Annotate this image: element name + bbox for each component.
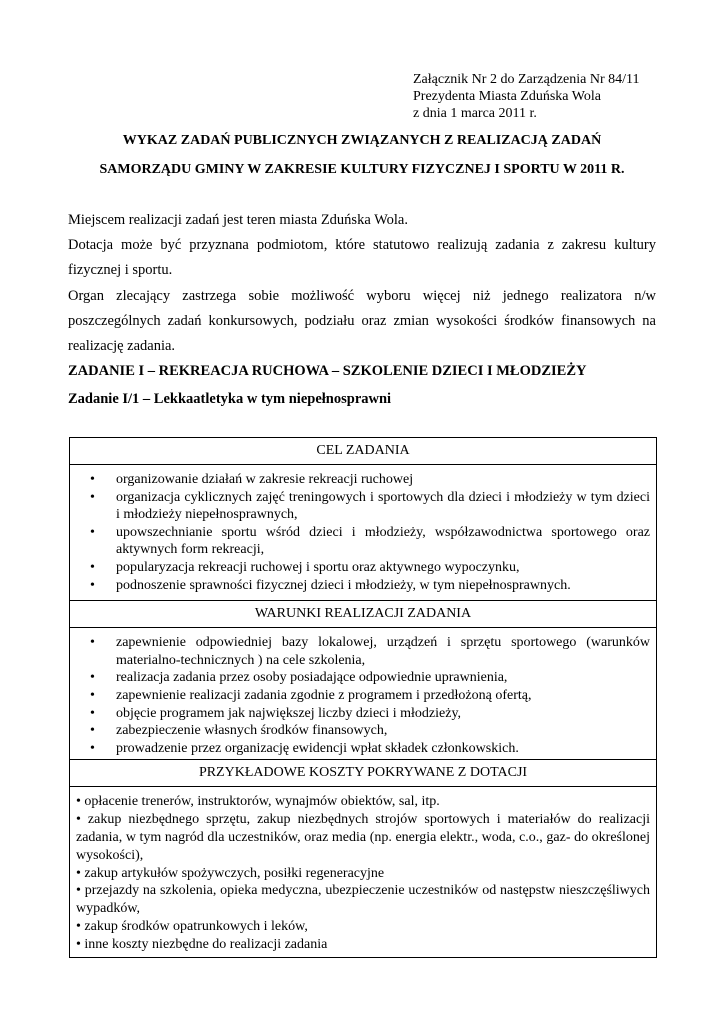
- warunki-item: [76, 634, 650, 669]
- koszty-item: • opłacenie trenerów, instruktorów, wynajmów obiektów, sal, itp.: [76, 794, 440, 810]
- warunki-item-text: zapewnienie odpowiedniej bazy lokalowej, urządzeń i sprzętu sportowego (warunków materialno-technicznych ) na cele szkolenia,: [116, 635, 650, 668]
- cel-item: [76, 559, 650, 577]
- document-title-line-2: SAMORZĄDU GMINY W ZAKRESIE KULTURY FIZYCZNEJ I SPORTU W 2011 R.: [99, 162, 625, 177]
- warunki-item-text: zapewnienie realizacji zadania zgodnie z programem i przedłożoną ofertą,: [116, 687, 532, 703]
- koszty-list: [76, 791, 650, 955]
- warunki-item-text: zabezpieczenie własnych środków finansowych,: [116, 723, 388, 739]
- koszty-header: PRZYKŁADOWE KOSZTY POKRYWANE Z DOTACJI: [70, 760, 657, 787]
- cel-item: [76, 471, 650, 489]
- warunki-list: [76, 634, 650, 757]
- koszty-item: • inne koszty niezbędne do realizacji zadania: [76, 936, 328, 952]
- bullet-icon: •: [90, 705, 95, 721]
- cel-item: [76, 489, 650, 524]
- attachment-line-3: z dnia 1 marca 2011 r.: [413, 106, 537, 121]
- cel-header: CEL ZADANIA: [70, 438, 657, 465]
- bullet-icon: •: [90, 472, 95, 487]
- warunki-item: [76, 669, 650, 687]
- cel-item-text: upowszechnianie sportu wśród dzieci i młodzieży, współzawodnictwa sportowego oraz aktywnych form rekreacji,: [116, 524, 650, 558]
- cel-item-text: podnoszenie sprawności fizycznej dzieci i młodzieży, w tym niepełnosprawnych.: [116, 577, 571, 593]
- bullet-icon: •: [90, 577, 95, 593]
- cel-item: [76, 577, 650, 595]
- cel-list: [76, 471, 650, 594]
- warunki-cell: [70, 628, 657, 760]
- cel-item-text: organizowanie działań w zakresie rekreacji ruchowej: [116, 472, 414, 487]
- bullet-icon: •: [90, 559, 95, 575]
- bullet-icon: •: [90, 635, 95, 651]
- cel-item-text: popularyzacja rekreacji ruchowej i sportu oraz aktywnego wypoczynku,: [116, 559, 520, 575]
- warunki-item-text: prowadzenie przez organizację ewidencji wpłat składek członkowskich.: [116, 740, 519, 756]
- warunki-header: WARUNKI REALIZACJI ZADANIA: [70, 601, 657, 628]
- koszty-item: • zakup niezbędnego sprzętu, zakup niezbędnych strojów sportowych i materiałów do realizacji zadania, w tym nagród dla uczestników, oraz media (np. energia elektr., woda, c.o., gaz- do określonej wysokości),: [76, 812, 650, 863]
- koszty-item: • zakup środków opatrunkowych i leków,: [76, 918, 308, 934]
- cel-item: [76, 524, 650, 559]
- koszty-cell: [70, 787, 657, 958]
- attachment-line-2: Prezydenta Miasta Zduńska Wola: [413, 89, 601, 104]
- intro-paragraph-1: Miejscem realizacji zadań jest teren miasta Zduńska Wola.: [68, 212, 408, 228]
- koszty-item: • zakup artykułów spożywczych, posiłki regeneracyjne: [76, 865, 385, 881]
- warunki-item: [76, 705, 650, 723]
- cel-cell: [70, 465, 657, 601]
- warunki-item: [76, 722, 650, 740]
- bullet-icon: •: [90, 687, 95, 703]
- cel-item-text: organizacja cyklicznych zajęć treningowych i sportowych dla dzieci i młodzieży w tym dzieci i młodzieży niepełnosprawnych,: [116, 489, 650, 523]
- document-title-line-1: WYKAZ ZADAŃ PUBLICZNYCH ZWIĄZANYCH Z REALIZACJĄ ZADAŃ: [122, 133, 602, 148]
- intro-paragraph-3: Organ zlecający zastrzega sobie możliwość wyboru więcej niż jednego realizatora n/w poszczególnych zadań konkursowych, podziału oraz zmian wysokości środków finansowych na realizację zadania.: [68, 287, 656, 355]
- bullet-icon: •: [90, 723, 95, 739]
- warunki-item: [76, 687, 650, 705]
- intro-paragraph-2: Dotacja może być przyznana podmiotom, które statutowo realizują zadania z zakresu kultury fizycznej i sportu.: [68, 237, 656, 279]
- warunki-item: [76, 740, 650, 758]
- attachment-line-1: Załącznik Nr 2 do Zarządzenia Nr 84/11: [413, 72, 640, 87]
- koszty-item: • przejazdy na szkolenia, opieka medyczna, ubezpieczenie uczestników od następstw nieszczęśliwych wypadków,: [76, 883, 650, 917]
- bullet-icon: •: [90, 670, 95, 686]
- task-subheading: Zadanie I/1 – Lekkaatletyka w tym niepełnosprawni: [68, 391, 392, 408]
- warunki-item-text: objęcie programem jak największej liczby dzieci i młodzieży,: [116, 705, 462, 721]
- bullet-icon: •: [90, 524, 95, 540]
- intro-text: [68, 208, 656, 413]
- task-table: [69, 437, 657, 958]
- bullet-icon: •: [90, 489, 95, 505]
- bullet-icon: •: [90, 740, 95, 756]
- attachment-header: [413, 71, 640, 122]
- section-heading: ZADANIE I – REKREACJA RUCHOWA – SZKOLENIE DZIECI I MŁODZIEŻY: [68, 363, 587, 380]
- warunki-item-text: realizacja zadania przez osoby posiadające odpowiednie uprawnienia,: [116, 670, 508, 686]
